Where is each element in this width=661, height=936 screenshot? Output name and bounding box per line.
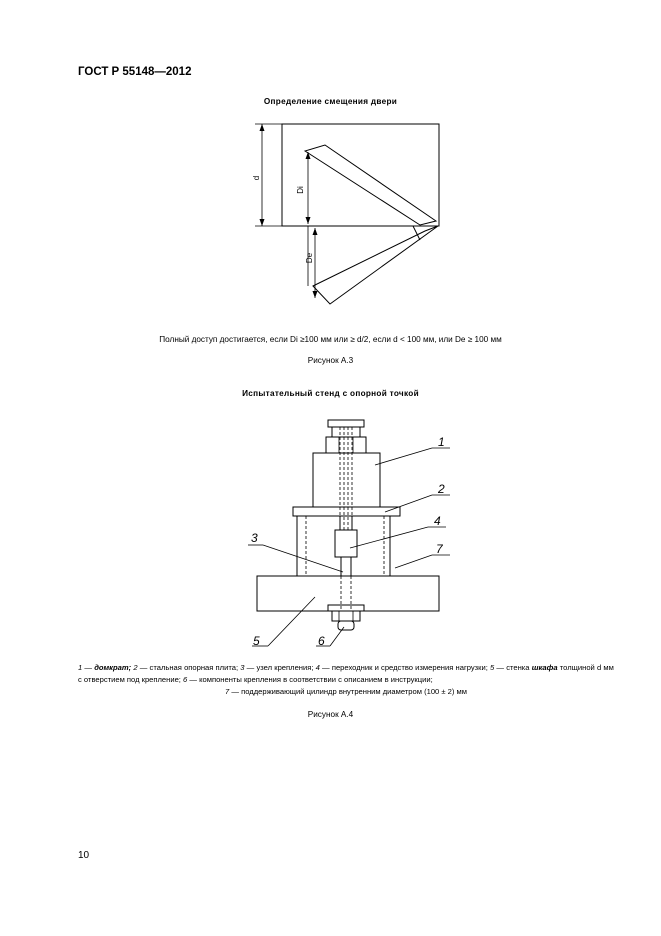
callout-7: 7 [436,542,443,556]
figure-a3-caption: Рисунок А.3 [307,356,354,365]
support-plate [293,507,400,516]
callout-1: 1 [438,435,445,449]
bottom-nut [332,611,360,621]
figure-a3-condition: Полный доступ достигается, если Di ≥100 мм или ≥ d/2, если d < 100 мм, или De ≥ 100 мм [159,335,502,344]
label-de: De [305,252,314,264]
callout-6: 6 [318,634,325,648]
document-header: ГОСТ Р 55148—2012 [78,66,192,78]
top-nut-3 [326,437,366,453]
figure-a4-legend: 1 — домкрат; 2 — стальная опорная плита; 3 — узел крепления; 4 — переходник и средство измерения нагрузки; 5 — стенка шкафа толщиной d мм с отверстием под крепление; 6 — компоненты крепления в соответствии с описанием в инструкции; [78,663,614,684]
cabinet-wall [257,576,439,611]
callout-2: 2 [438,482,445,496]
bottom-washer [328,605,364,611]
top-nut-1 [328,420,364,427]
label-di: Di [296,186,305,194]
load-cell [335,530,357,557]
figure-a4-legend-last: 7 — поддерживающий цилиндр внутренним диаметром (100 ± 2) мм [225,687,467,696]
figure-a4-caption: Рисунок А.4 [307,710,354,719]
figure-a4-title: Испытательный стенд с опорной точкой [242,389,419,398]
figure-a3-title: Определение смещения двери [263,97,398,106]
bolt-end [338,621,354,630]
callout-4: 4 [434,514,441,528]
callout-3: 3 [251,531,258,545]
page-number: 10 [78,850,90,861]
label-d: d [252,175,261,181]
top-nut-2 [332,427,360,437]
jack-body [313,453,380,507]
callout-5: 5 [253,634,260,648]
